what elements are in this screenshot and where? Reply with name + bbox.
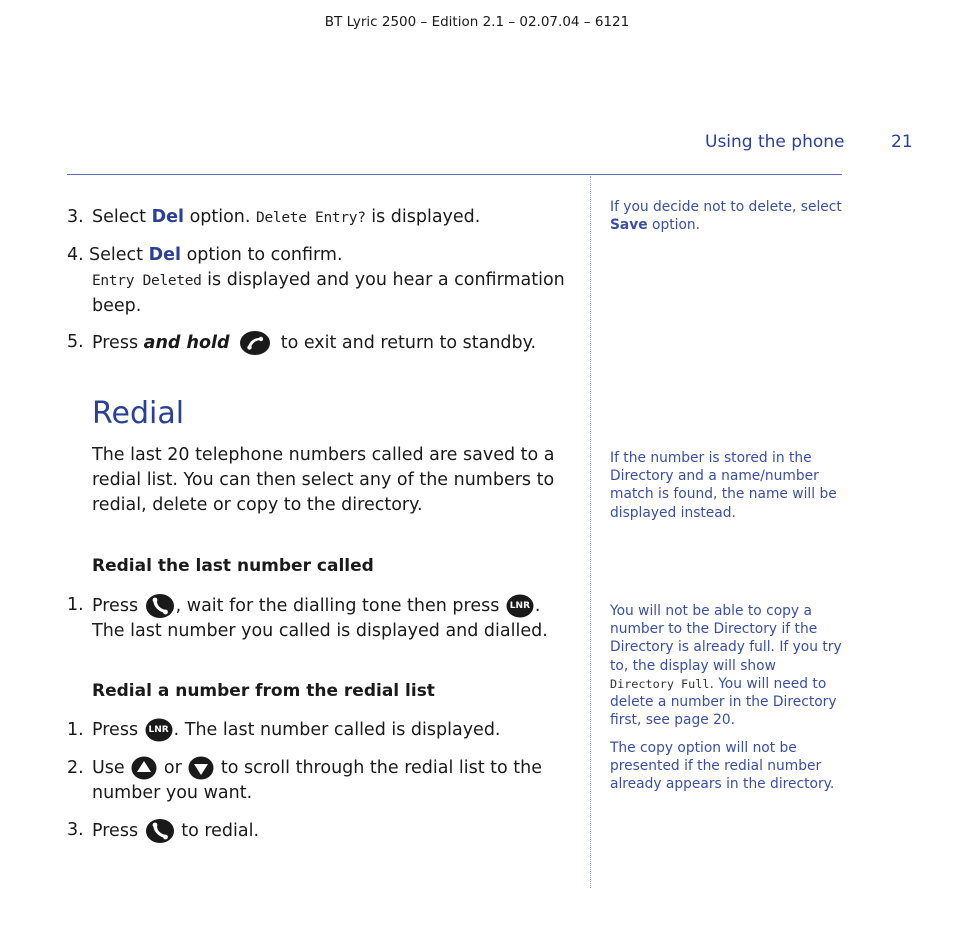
note-line: presented if the redial number <box>610 758 822 775</box>
step-3-text <box>92 205 480 231</box>
note-line: displayed instead. <box>610 504 736 521</box>
note-line: You will not be able to copy a <box>610 603 812 619</box>
note-line: If the number is stored in the <box>610 450 812 466</box>
step-number: 1. <box>67 595 84 615</box>
lcd-text: Entry Deleted <box>92 273 202 289</box>
paragraph-line: redial, delete or copy to the directory. <box>92 495 423 515</box>
document-header: BT Lyric 2500 – Edition 2.1 – 02.07.04 – 6121 <box>324 14 630 30</box>
note-line: option. <box>652 217 701 234</box>
step-text: Press <box>92 720 139 740</box>
sub-heading: Redial the last number called <box>92 556 374 576</box>
step-text: Press <box>92 596 139 616</box>
del-key-label: Del <box>151 207 184 227</box>
talk-icon <box>145 593 175 619</box>
redial-list-step-1 <box>92 718 501 743</box>
step-number: 4. <box>67 245 84 265</box>
note-line: first, see page 20. <box>610 712 736 729</box>
step-number: 3. <box>67 207 84 227</box>
lnr-icon <box>145 718 173 742</box>
note-line: to, the display will show <box>610 657 776 674</box>
intro-paragraph <box>92 443 572 518</box>
side-note-directory-full <box>610 602 842 729</box>
step-text: is displayed and you hear a confirmation <box>207 270 565 290</box>
side-note-copy-option <box>610 739 842 794</box>
header-rule <box>67 174 842 175</box>
page-number: 21 <box>891 132 913 152</box>
step-text: number you want. <box>92 783 253 803</box>
note-line: delete a number in the Directory <box>610 694 837 711</box>
note-line: match is found, the name will be <box>610 486 837 503</box>
lcd-text: Delete Entry? <box>256 210 366 226</box>
note-line: . You will need to <box>709 675 827 692</box>
emphasis-text: and hold <box>143 333 230 353</box>
step-text: , wait for the dialling tone then press <box>175 596 500 616</box>
note-line: already appears in the directory. <box>610 776 835 793</box>
step-text: Select <box>92 207 146 227</box>
step-text: option. <box>189 207 251 227</box>
talk-icon <box>145 818 175 844</box>
section-heading: Redial <box>92 396 185 431</box>
del-key-label: Del <box>148 245 181 265</box>
lnr-icon <box>506 594 534 618</box>
step-text: beep. <box>92 296 142 316</box>
down-arrow-icon <box>188 756 214 780</box>
up-arrow-icon <box>131 756 157 780</box>
note-line: Directory and a name/number <box>610 468 819 485</box>
redial-list-step-2 <box>92 756 572 806</box>
paragraph-line: redial list. You can then select any of the numbers to <box>92 470 555 490</box>
sub-heading: Redial a number from the redial list <box>92 681 435 701</box>
step-text: to scroll through the redial list to the <box>220 758 543 778</box>
step-text: . <box>534 596 541 616</box>
step-text: Select <box>89 245 143 265</box>
step-4-text <box>89 243 569 319</box>
lnr-label: LNR <box>148 725 169 735</box>
lcd-text: Directory Full <box>610 676 710 691</box>
column-divider <box>590 176 591 888</box>
end-call-icon <box>239 330 271 356</box>
step-text: The last number you called is displayed and dialled. <box>92 621 548 641</box>
step-text: . The last number called is displayed. <box>173 720 501 740</box>
step-number: 1. <box>67 720 84 740</box>
side-note-directory-match <box>610 449 842 522</box>
redial-step-1 <box>92 593 572 644</box>
step-text: to redial. <box>181 821 260 841</box>
step-number: 5. <box>67 332 84 352</box>
step-text: is displayed. <box>371 207 481 227</box>
step-number: 2. <box>67 758 84 778</box>
note-line: Directory is already full. If you try <box>610 639 842 656</box>
step-number: 3. <box>67 820 84 840</box>
paragraph-line: The last 20 telephone numbers called are saved to a <box>92 445 555 465</box>
step-5-text <box>92 330 536 356</box>
note-line: If you decide not to delete, select <box>610 199 842 215</box>
step-text: option to confirm. <box>186 245 343 265</box>
note-line: The copy option will not be <box>610 740 797 756</box>
step-text: Press <box>92 821 139 841</box>
section-name: Using the phone <box>705 132 845 152</box>
redial-list-step-3 <box>92 818 259 844</box>
step-text: Press <box>92 333 139 353</box>
step-text: or <box>163 758 182 778</box>
lnr-label: LNR <box>509 601 530 611</box>
side-note-delete <box>610 198 842 234</box>
note-line: number to the Directory if the <box>610 621 818 638</box>
save-key-label: Save <box>610 217 648 234</box>
step-text: to exit and return to standby. <box>280 333 537 353</box>
step-text: Use <box>92 758 125 778</box>
